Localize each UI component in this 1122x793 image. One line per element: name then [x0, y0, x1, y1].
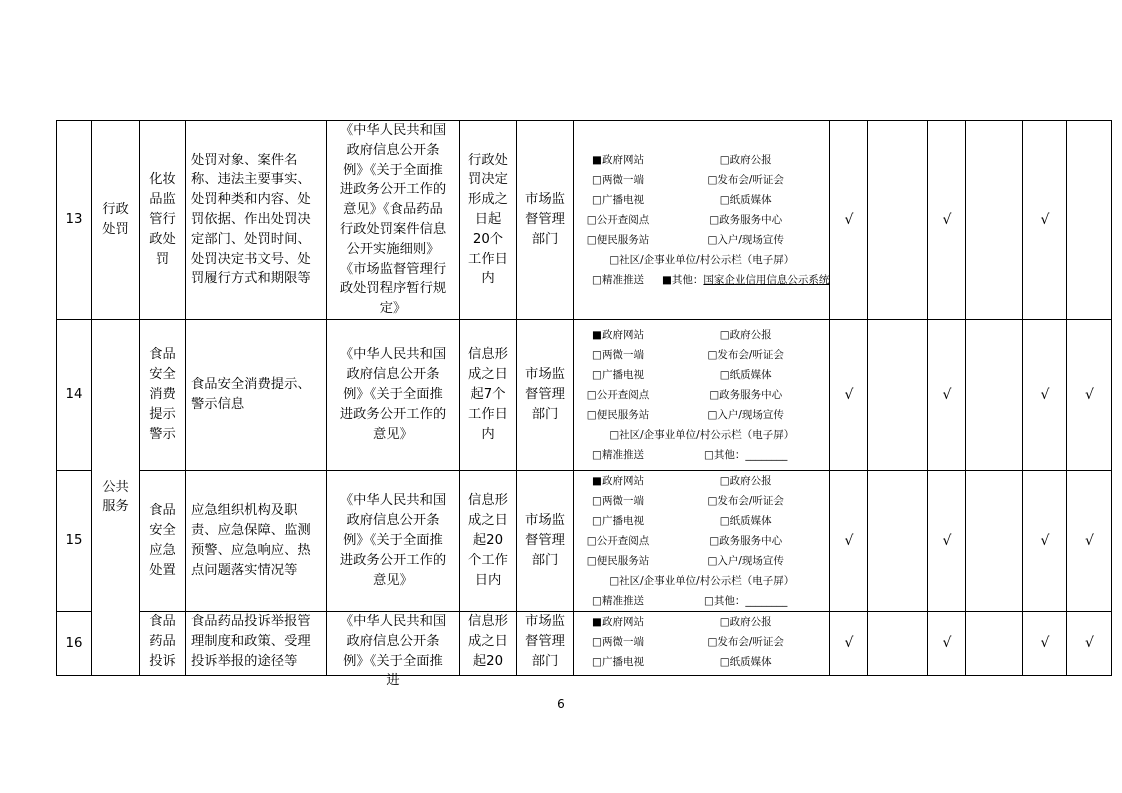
row-number: 14	[57, 319, 92, 470]
mark-cell	[868, 319, 928, 470]
mark-cell: √	[928, 319, 966, 470]
mark-cell	[966, 470, 1023, 611]
mark-cell: √	[1067, 470, 1112, 611]
category: 公共服务	[92, 319, 140, 675]
row-number: 15	[57, 470, 92, 611]
mark-cell: √	[830, 319, 868, 470]
mark-cell	[966, 121, 1023, 320]
mark-cell: √	[1067, 611, 1112, 675]
disclosure-content: 食品药品投诉举报管理制度和政策、受理投诉举报的途径等	[186, 611, 327, 675]
disclosure-basis: 《中华人民共和国政府信息公开条例》《关于全面推进政务公开工作的意见》	[327, 319, 460, 470]
mark-cell	[868, 470, 928, 611]
disclosure-channels: ■政府网站 □政府公报 □两微一端 □发布会/听证会 □广播电视 □纸质媒体 □公开查阅点 □政务服务中心 □便民服务站 □入户/现场宣传 □社区/企事业单位/村公示栏（电子屏） □精准推送 □其他：________	[574, 470, 830, 611]
item-name: 食品药品投诉	[140, 611, 186, 675]
disclosure-channels: ■政府网站 □政府公报 □两微一端 □发布会/听证会 □广播电视 □纸质媒体 □公开查阅点 □政务服务中心 □便民服务站 □入户/现场宣传 □社区/企事业单位/村公示栏（电子屏） □精准推送 ■其他：国家企业信用信息公示系统	[574, 121, 830, 320]
mark-cell: √	[1023, 319, 1067, 470]
disclosure-subject: 市场监督管理部门	[517, 470, 574, 611]
mark-cell: √	[1023, 121, 1067, 320]
time-limit: 信息形成之日起20个工作日内	[460, 470, 517, 611]
disclosure-subject: 市场监督管理部门	[517, 319, 574, 470]
disclosure-subject: 市场监督管理部门	[517, 611, 574, 675]
mark-cell	[966, 611, 1023, 675]
mark-cell	[868, 611, 928, 675]
disclosure-content: 处罚对象、案件名称、违法主要事实、处罚种类和内容、处罚依据、作出处罚决定部门、处罚时间、处罚决定书文号、处罚履行方式和期限等	[186, 121, 327, 320]
other-channel-text: 国家企业信用信息公示系统	[703, 273, 830, 286]
row-number: 13	[57, 121, 92, 320]
table-row	[57, 470, 1112, 611]
time-limit: 行政处罚决定形成之日起20个工作日内	[460, 121, 517, 320]
disclosure-basis: 《中华人民共和国政府信息公开条例》《关于全面推进	[327, 611, 460, 675]
disclosure-table	[56, 120, 1112, 689]
item-name: 化妆品监管行政处罚	[140, 121, 186, 320]
disclosure-content: 应急组织机构及职责、应急保障、监测预警、应急响应、热点问题落实情况等	[186, 470, 327, 611]
mark-cell: √	[928, 121, 966, 320]
disclosure-subject: 市场监督管理部门	[517, 121, 574, 320]
mark-cell: √	[928, 611, 966, 675]
disclosure-basis: 《中华人民共和国政府信息公开条例》《关于全面推进政务公开工作的意见》《食品药品行政处罚案件信息公开实施细则》《市场监督管理行政处罚程序暂行规定》	[327, 121, 460, 320]
time-limit: 信息形成之日起20	[460, 611, 517, 675]
mark-cell: √	[830, 121, 868, 320]
mark-cell: √	[1023, 470, 1067, 611]
mark-cell	[966, 319, 1023, 470]
disclosure-channels: ■政府网站 □政府公报 □两微一端 □发布会/听证会 □广播电视 □纸质媒体	[574, 611, 830, 675]
disclosure-content: 食品安全消费提示、警示信息	[186, 319, 327, 470]
mark-cell: √	[830, 611, 868, 675]
mark-cell	[1067, 121, 1112, 320]
table-row	[57, 611, 1112, 675]
item-name: 食品安全消费提示警示	[140, 319, 186, 470]
mark-cell	[868, 121, 928, 320]
mark-cell: √	[1067, 319, 1112, 470]
disclosure-channels: ■政府网站 □政府公报 □两微一端 □发布会/听证会 □广播电视 □纸质媒体 □公开查阅点 □政务服务中心 □便民服务站 □入户/现场宣传 □社区/企事业单位/村公示栏（电子屏） □精准推送 □其他：________	[574, 319, 830, 470]
page-number: 6	[557, 697, 565, 711]
row-number: 16	[57, 611, 92, 675]
mark-cell: √	[830, 470, 868, 611]
table-row	[57, 121, 1112, 320]
mark-cell: √	[928, 470, 966, 611]
item-name: 食品安全应急处置	[140, 470, 186, 611]
table-row	[57, 319, 1112, 470]
disclosure-basis: 《中华人民共和国政府信息公开条例》《关于全面推进政务公开工作的意见》	[327, 470, 460, 611]
mark-cell: √	[1023, 611, 1067, 675]
time-limit: 信息形成之日起7个工作日内	[460, 319, 517, 470]
category: 行政处罚	[92, 121, 140, 320]
